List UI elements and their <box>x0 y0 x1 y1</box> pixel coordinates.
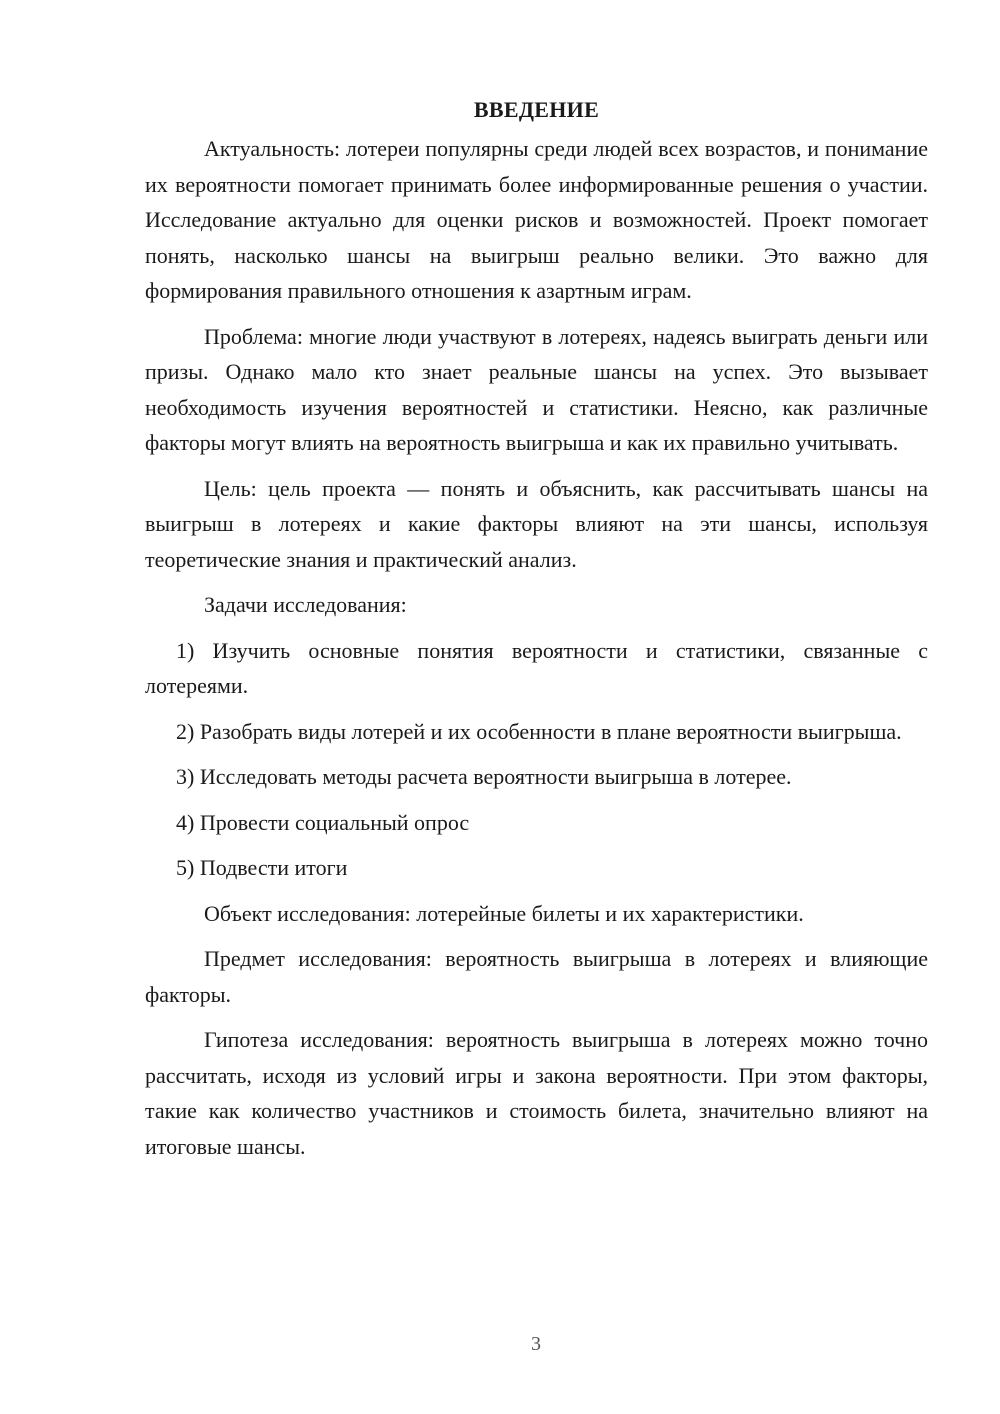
relevance-paragraph: Актуальность: лотереи популярны среди людей всех возрастов, и понимание их вероятности помогает принимать более информированные решения о участии. Исследование актуально для оценки рисков и возможностей. Проект помогает понять, насколько шансы на выигрыш реально велики. Это важно для формирования правильного отношения к азартным играм. <box>145 136 928 303</box>
object-paragraph: Объект исследования: лотерейные билеты и их характеристики. <box>204 900 804 926</box>
hypothesis-paragraph: Гипотеза исследования: вероятность выигрыша в лотереях можно точно рассчитать, исходя из условий игры и закона вероятности. При этом факторы, такие как количество участников и стоимость билета, значительно влияют на итоговые шансы. <box>145 1027 928 1159</box>
task-item-3: 3) Исследовать методы расчета вероятности выигрыша в лотерее. <box>176 764 792 789</box>
page-content <box>145 93 928 1174</box>
task-item-2: 2) Разобрать виды лотерей и их особенности в плане вероятности выигрыша. <box>176 718 902 744</box>
subject-paragraph: Предмет исследования: вероятность выигрыша в лотереях и влияющие факторы. <box>145 946 928 1007</box>
page-number: 3 <box>531 1333 541 1355</box>
goal-paragraph: Цель: цель проекта — понять и объяснить, как рассчитывать шансы на выигрыш в лотереях и какие факторы влияют на эти шансы, используя теоретические знания и практический анализ. <box>145 475 928 572</box>
task-item-4: 4) Провести социальный опрос <box>176 809 470 835</box>
section-heading: ВВЕДЕНИЕ <box>473 97 600 122</box>
problem-paragraph: Проблема: многие люди участвуют в лотереях, надеясь выиграть деньги или призы. Однако мало кто знает реальные шансы на успех. Это вызывает необходимость изучения вероятностей и статистики. Неясно, как различные факторы могут влиять на вероятность выигрыша и как их правильно учитывать. <box>145 323 928 455</box>
tasks-title: Задачи исследования: <box>204 592 407 617</box>
task-item-5: 5) Подвести итоги <box>176 855 348 880</box>
task-item-1: 1) Изучить основные понятия вероятности и статистики, связанные с лотереями. <box>145 637 928 698</box>
